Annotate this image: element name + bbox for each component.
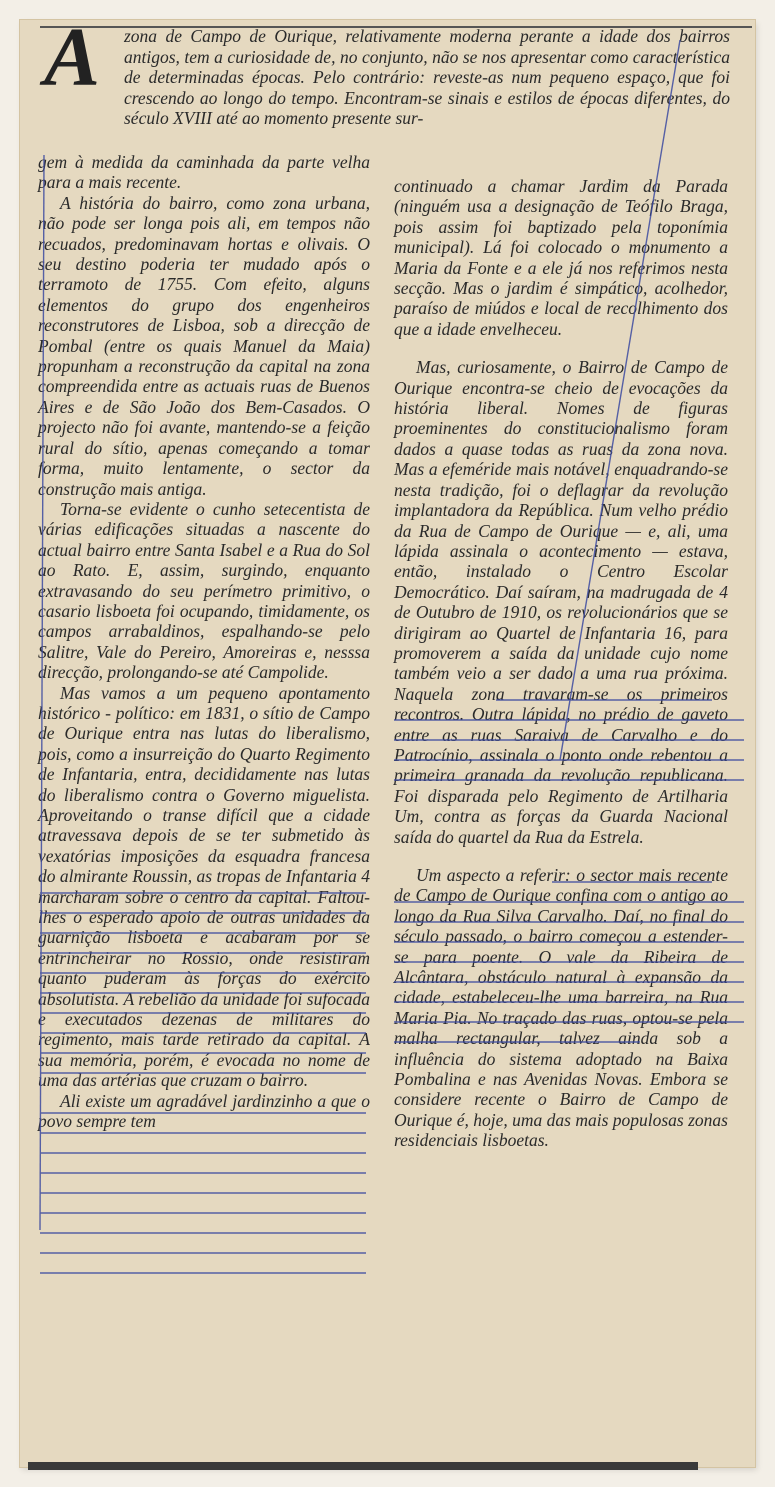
left-paragraph-1: gem à medida da caminhada da parte velha para a mais recente.: [38, 152, 370, 193]
right-paragraph-2: Mas, curiosamente, o Bairro de Campo de Ourique encontra-se cheio de evocações da história liberal. Nomes de figuras proeminentes do constitucionalismo foram dados a quase todas as ruas da zona nova. Mas a efeméride mais notável, enquadrando-se nesta tradição, foi o deflagrar da revolução implantadora da República. Num velho prédio da Rua de Campo de Ourique — e, ali, uma lápida assinala o acontecimento — estava, então, instalado o Centro Escolar Democrático. Daí saíram, na madrugada de 4 de Outubro de 1910, os revolucionários que se dirigiram ao Quartel de Infantaria 16, para promoverem a saída da unidade cujo nome também veio a ser dado a uma rua próxima. Naquela zona travaram-se os primeiros recontros. Outra lápida, no prédio de gaveto entre as ruas Saraiva de Carvalho e do Patrocínio, assinala o ponto onde rebentou a primeira granada da revolução republicana. Foi disparada pelo Regimento de Artilharia Um, contra as forças da Guarda Nacional saída do quartel da Rua da Estrela.: [394, 357, 728, 847]
right-paragraph-3: Um aspecto a referir: o sector mais recente de Campo de Ourique confina com o antigo ao longo da Rua Silva Carvalho. Daí, no final do século passado, o bairro começou a estender-se para poente. O vale da Ribeira de Alcântara, obstáculo natural à expansão da cidade, estabeleceu-lhe uma barreira, na Rua Maria Pia. No traçado das ruas, optou-se pela malha rectangular, talvez ainda sob a influência do sistema adoptado na Baixa Pombalina e nas Avenidas Novas. Embora se considere recente o Bairro de Campo de Ourique é, hoje, uma das mais populosas zonas residenciais lisboetas.: [394, 865, 728, 1151]
intro-text: zona de Campo de Ourique, relativamente moderna perante a idade dos bairros antigos, tem a curiosidade de, no conjunto, não se nos apresentar como característica de determinadas épocas. Pelo contrário: reveste-as num pequeno espaço, que foi crescendo ao longo do tempo. Encontram-se sinais e estilos de épocas diferentes, do século XVIII até ao momento presente sur-: [124, 26, 730, 129]
left-paragraph-4: Mas vamos a um pequeno apontamento histórico - político: em 1831, o sítio de Campo de Ourique entra nas lutas do liberalismo, pois, como a insurreição do Quarto Regimento de Infantaria, entra, decididamente nas lutas do liberalismo contra o Governo miguelista. Aproveitando o transe difícil que a cidade atravessava depois de se ter submetido às vexatórias imposições da esquadra francesa do almirante Roussin, as tropas de Infantaria 4 marcharam sobre o centro da capital. Faltou-lhes o esperado apoio de outras unidades da guarnição lisboeta e acabaram por se entrincheirar no Rossio, onde resistiram quanto puderam às forças do exército absolutista. A rebelião da unidade foi sufocada e executados dezenas de militares do regimento, mais tarde retirado da capital. A sua memória, porém, é evocada no nome de uma das artérias que cruzam o bairro.: [38, 682, 370, 1091]
right-paragraph-1: continuado a chamar Jardim da Parada (ninguém usa a designação de Teófilo Braga, pois assim foi baptizado pela toponímia municipal). Lá foi colocado o monumento a Maria da Fonte e a ele já nos referimos nesta secção. Mas o jardim é simpático, acolhedor, paraíso de miúdos e local de recolhimento dos que a idade envelheceu.: [394, 176, 728, 339]
right-column: [394, 176, 728, 1151]
article-intro: [50, 26, 730, 129]
left-paragraph-2: A história do bairro, como zona urbana, não pode ser longa pois ali, em tempos não recuados, predominavam hortas e olivais. O seu destino poderia ter mudado após o terramoto de 1755. Com efeito, alguns elementos do grupo dos engenheiros reconstrutores de Lisboa, sob a direcção de Pombal (entre os quais Manuel da Maia) propunham a reconstrução da capital na zona compreendida entre as actuais ruas de Buenos Aires e de São João dos Bem-Casados. O projecto não foi avante, mantendo-se a feição rural do sítio, apenas começando a tomar forma, muito lentamente, o sector da construção mais antiga.: [38, 192, 370, 499]
left-paragraph-3: Torna-se evidente o cunho setecentista de várias edificações situadas a nascente do actual bairro entre Santa Isabel e a Rua do Sol ao Rato. E, assim, surgindo, enquanto extravasando do seu perímetro primitivo, o casario lisboeta foi ocupando, timidamente, os campos arrabaldinos, espalhando-se pelo Salitre, Vale do Pereiro, Amoreiras e, nesssa direcção, prolongando-se até Campolide.: [38, 498, 370, 683]
left-paragraph-5: Ali existe um agradável jardinzinho a que o povo sempre tem: [38, 1090, 370, 1132]
drop-cap: A: [44, 11, 101, 104]
left-column: [38, 152, 370, 1132]
bottom-rule: [28, 1462, 698, 1470]
